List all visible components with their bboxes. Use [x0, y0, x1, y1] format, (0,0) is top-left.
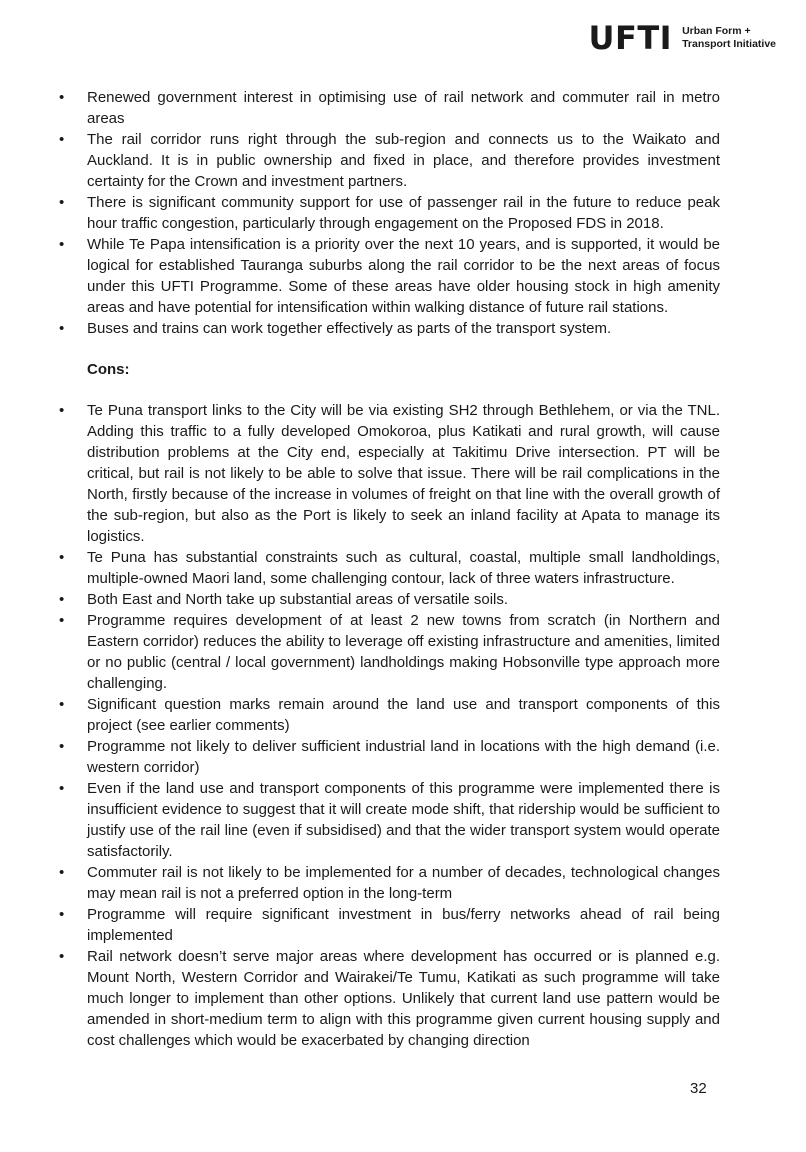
list-item: • Commuter rail is not likely to be implemented for a number of decades, technological changes may mean rail is not a preferred option in the long-term: [58, 862, 720, 904]
logo-tagline: [682, 25, 776, 51]
list-item: • Even if the land use and transport components of this programme were implemented there is insufficient evidence to suggest that it will create mode shift, that ridership would be sufficient to justify use of the rail line (even if subsidised) and that the wider transport system would operate satisfactorily.: [58, 778, 720, 862]
list-item: • The rail corridor runs right through the sub-region and connects us to the Waikato and Auckland. It is in public ownership and fixed in place, and therefore provides investment certainty for the Crown and investment partners.: [58, 129, 720, 192]
list-item: • Programme not likely to deliver sufficient industrial land in locations with the high demand (i.e. western corridor): [58, 736, 720, 778]
list-item: • While Te Papa intensification is a priority over the next 10 years, and is supported, it would be logical for established Tauranga suburbs along the rail corridor to be the next areas of focus under this UFTI Programme. Some of these areas have older housing stock in high amenity areas and have potential for intensification within walking distance of future rail stations.: [58, 234, 720, 318]
ufti-logo: [588, 19, 776, 57]
list-item: • Programme requires development of at least 2 new towns from scratch (in Northern and Eastern corridor) reduces the ability to leverage off existing infrastructure and amenities, limited or no public (central / local government) landholdings making Hobsonville type approach more challenging.: [58, 610, 720, 694]
list-item: • Both East and North take up substantial areas of versatile soils.: [58, 589, 720, 610]
cons-heading: Cons:: [87, 361, 130, 378]
list-item: • Te Puna transport links to the City will be via existing SH2 through Bethlehem, or via the TNL. Adding this traffic to a fully developed Omokoroa, plus Katikati and rural growth, will cause distribution problems at the City end, especially at Takitimu Drive intersection. PT will be critical, but rail is not likely to be able to solve that issue. There will be rail complications in the North, firstly because of the increase in volumes of freight on that line with the overall growth of the sub-region, but also as the Port is likely to seek an inland facility at Apata to manage its logistics.: [58, 400, 720, 547]
document-body: [58, 87, 720, 1051]
pros-list: [58, 87, 720, 339]
list-item: • Renewed government interest in optimising use of rail network and commuter rail in metro areas: [58, 87, 720, 129]
logo-mark: UFTI: [588, 19, 673, 57]
list-item: • Buses and trains can work together effectively as parts of the transport system.: [58, 318, 720, 339]
list-item: • Programme will require significant investment in bus/ferry networks ahead of rail being implemented: [58, 904, 720, 946]
list-item: • Te Puna has substantial constraints such as cultural, coastal, multiple small landholdings, multiple-owned Maori land, some challenging contour, lack of three waters infrastructure.: [58, 547, 720, 589]
logo-tagline-line1: Urban Form +: [682, 24, 751, 37]
cons-list: [58, 400, 720, 1051]
list-item: • Rail network doesn’t serve major areas where development has occurred or is planned e.g. Mount North, Western Corridor and Wairakei/Te Tumu, Katikati as such programme will take much longer to implement than other options. Unlikely that current land use pattern would be amended in short-medium term to align with this programme given current housing supply and cost challenges which would be exacerbated by changing direction: [58, 946, 720, 1051]
page-number: 32: [690, 1080, 707, 1097]
list-item: • There is significant community support for use of passenger rail in the future to reduce peak hour traffic congestion, particularly through engagement on the Proposed FDS in 2018.: [58, 192, 720, 234]
list-item: • Significant question marks remain around the land use and transport components of this project (see earlier comments): [58, 694, 720, 736]
logo-tagline-line2: Transport Initiative: [682, 38, 776, 50]
